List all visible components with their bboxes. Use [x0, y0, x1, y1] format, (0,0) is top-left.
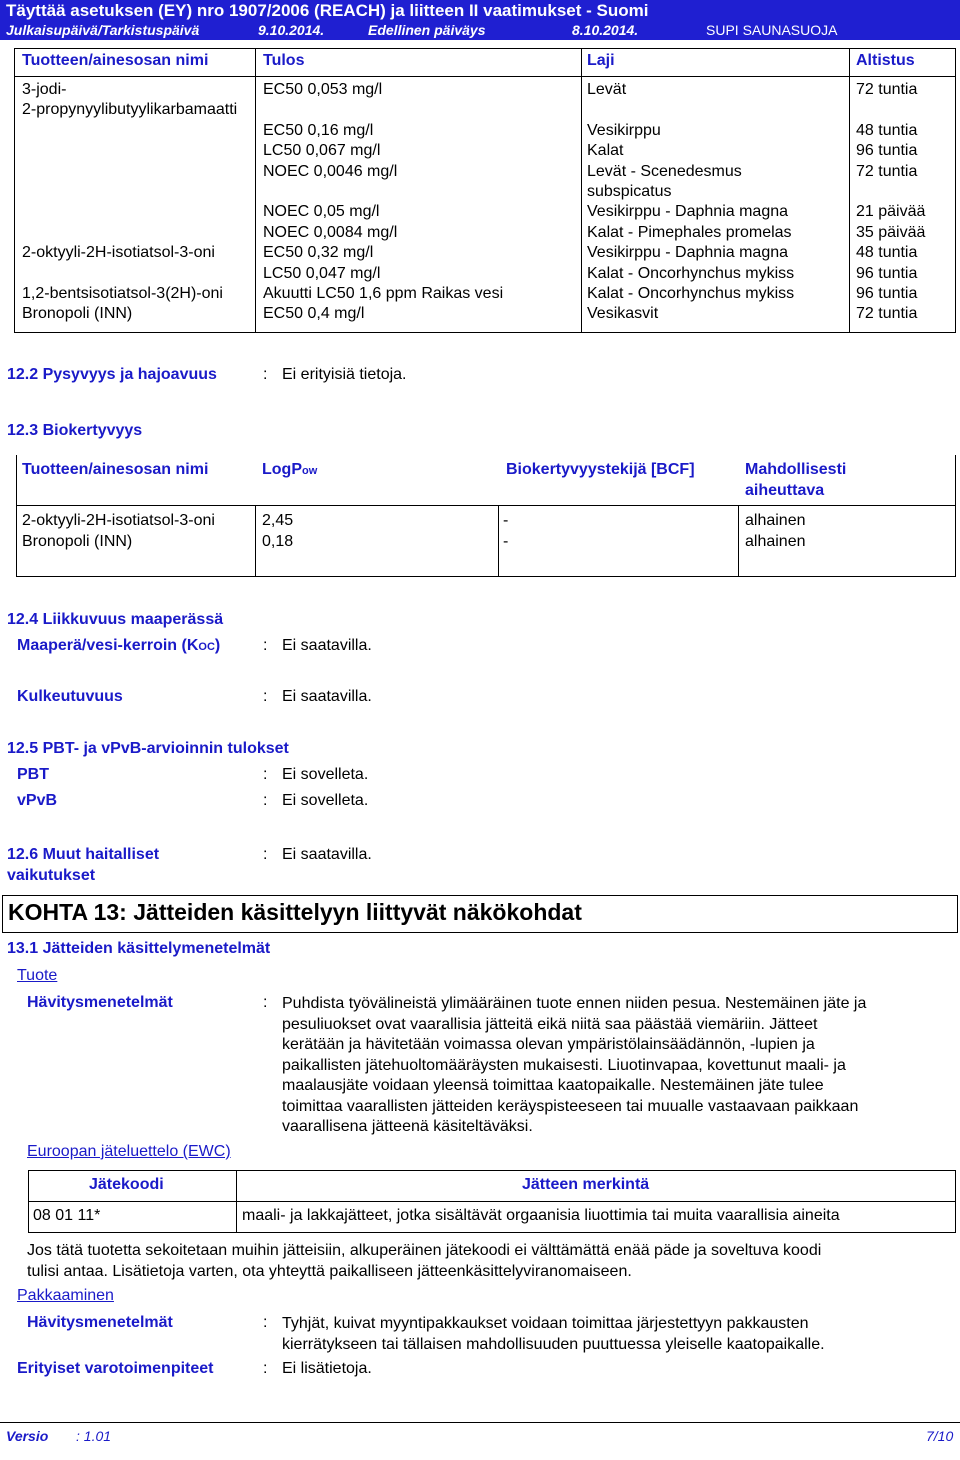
bio-row-potential: alhainen [745, 533, 806, 550]
ewc-code: 08 01 11* [33, 1207, 101, 1224]
regulation-title: Täyttää asetuksen (EY) nro 1907/2006 (REACH) ja liitteen II vaatimukset - Suomi [6, 1, 649, 20]
tox-cell-species: Kalat - Oncorhynchus mykiss [587, 264, 795, 282]
disposal-label: Hävitysmenetelmät [27, 994, 173, 1011]
previous-date-label: Edellinen päiväys [368, 22, 486, 38]
page-number: 7/10 [926, 1428, 954, 1444]
table-divider [236, 1170, 237, 1232]
tox-cell-exposure: 48 tuntia [856, 121, 918, 139]
packaging-heading: Pakkaaminen [17, 1287, 114, 1304]
tox-cell-species: subspicatus [587, 183, 672, 200]
tox-cell-result: LC50 0,067 mg/l [263, 142, 381, 160]
table-divider [498, 505, 499, 577]
disposal-text [282, 994, 954, 1138]
tox-cell-result: EC50 0,053 mg/l [263, 81, 383, 98]
tox-cell-exposure: 72 tuntia [856, 81, 918, 98]
persistence-label: 12.2 Pysyvyys ja hajoavuus [7, 366, 217, 383]
bio-row-potential: alhainen [745, 512, 806, 529]
tox-cell-result: NOEC 0,05 mg/l [263, 203, 380, 221]
precautions-value: Ei lisätietoja. [282, 1360, 372, 1377]
table-divider [581, 48, 582, 332]
version-label: Versio [6, 1428, 49, 1444]
vpvb-value: Ei sovelleta. [282, 792, 369, 809]
table-divider [255, 48, 256, 332]
table-divider [255, 505, 256, 577]
bio-header-logp: LogPow [262, 461, 318, 478]
ewc-label: maali- ja lakkajätteet, jotka sisältävät orgaanisia liuottimia tai muita vaarallisia aineita [242, 1207, 840, 1224]
tox-cell-exposure: 96 tuntia [856, 142, 918, 160]
column-header-name: Tuotteen/ainesosan nimi [22, 52, 209, 69]
tox-cell-result: EC50 0,32 mg/l [263, 244, 374, 262]
mobility-heading: 12.4 Liikkuvuus maaperässä [7, 611, 224, 628]
tox-cell-name: 2-propynyylibutyylikarbamaatti [22, 101, 238, 119]
table-divider [28, 1201, 956, 1202]
tox-cell-result: EC50 0,4 mg/l [263, 305, 365, 323]
colon: : [263, 766, 268, 783]
tox-cell-species: Vesikirppu - Daphnia magna [587, 244, 789, 262]
packaging-disposal-text [282, 1314, 954, 1355]
tox-cell-species: Vesikirppu - Daphnia magna [587, 203, 789, 221]
column-header-exposure: Altistus [856, 52, 915, 69]
tox-cell-result: NOEC 0,0084 mg/l [263, 223, 398, 241]
bio-row-bcf: - [503, 512, 509, 529]
mobility-label: Kulkeutuvuus [17, 688, 123, 705]
tox-cell-species: Levät [587, 81, 627, 98]
ewc-header-code: Jätekoodi [89, 1176, 164, 1193]
packaging-disposal-label: Hävitysmenetelmät [27, 1314, 173, 1331]
tox-cell-species: Kalat - Pimephales promelas [587, 223, 792, 241]
bio-header-name: Tuotteen/ainesosan nimi [22, 461, 209, 478]
previous-date: 8.10.2014. [572, 22, 639, 38]
waste-methods-heading: 13.1 Jätteiden käsittelymenetelmät [7, 940, 271, 957]
tox-cell-species: Levät - Scenedesmus [587, 162, 742, 180]
table-divider [849, 48, 850, 332]
text-line: paikallisten jätehuoltomääräysten mukaisesti. Liuotinvapaa, kovettunut maali- ja [282, 1056, 846, 1074]
tox-cell-exposure: 96 tuntia [856, 264, 918, 282]
text-line: kierrätykseen tai tällaisen mahdollisuuden puuttuessa yleiselle kaatopaikalle. [282, 1335, 825, 1353]
colon: : [263, 688, 268, 705]
text-line: maalausjäte voidaan yleensä toimittaa kaatopaikalle. Nestemäinen jäte tulee [282, 1077, 824, 1094]
section-13-title: KOHTA 13: Jätteiden käsittelyyn liittyvät näkökohdat [8, 899, 582, 925]
tox-cell-species: Kalat [587, 142, 624, 160]
text-line: Tyhjät, kuivat myyntipakkaukset voidaan toimittaa järjestettyyn pakkausten [282, 1315, 809, 1332]
text-line: vaarallisena jätteenä käsiteltäväksi. [282, 1118, 533, 1135]
bio-row-name: Bronopoli (INN) [22, 533, 133, 550]
column-header-species: Laji [587, 52, 615, 69]
tox-cell-species: Kalat - Oncorhynchus mykiss [587, 285, 795, 302]
tox-cell-exposure: 35 päivää [856, 223, 926, 241]
pbt-label: PBT [17, 766, 49, 783]
text-line: Jos tätä tuotetta sekoitetaan muihin jätteisiin, alkuperäinen jätekoodi ei välttämättä enää päde ja soveltuva koodi [27, 1242, 822, 1259]
text-line: pesuliuokset ovat vaarallisia jätteitä eikä niitä saa päästää viemäriin. Jätteet [282, 1015, 818, 1033]
table-divider [738, 505, 739, 577]
issue-date: 9.10.2014. [258, 22, 325, 38]
tox-cell-name: 3-jodi- [22, 81, 67, 98]
bio-header-potential-2: aiheuttava [745, 482, 825, 499]
dates-label: Julkaisupäivä/Tarkistuspäivä [6, 22, 200, 38]
ewc-heading: Euroopan jäteluettelo (EWC) [27, 1143, 231, 1160]
bio-header-bcf: Biokertyvyystekijä [BCF] [506, 461, 695, 478]
document-header [0, 0, 960, 40]
tox-cell-exposure: 96 tuntia [856, 285, 918, 302]
product-name: SUPI SAUNASUOJA [706, 22, 838, 38]
pbt-heading: 12.5 PBT- ja vPvB-arvioinnin tulokset [7, 740, 289, 757]
bio-row-logp: 2,45 [262, 512, 294, 529]
tox-cell-result: Akuutti LC50 1,6 ppm Raikas vesi [263, 285, 504, 302]
persistence-value: Ei erityisiä tietoja. [282, 366, 407, 383]
other-effects-value: Ei saatavilla. [282, 846, 372, 863]
colon: : [263, 792, 268, 809]
version-value: : 1.01 [76, 1428, 112, 1444]
colon: : [263, 994, 268, 1011]
tox-cell-species: Vesikirppu [587, 121, 661, 139]
precautions-label: Erityiset varotoimenpiteet [17, 1360, 214, 1377]
ewc-note [27, 1241, 955, 1282]
column-header-result: Tulos [263, 52, 305, 69]
tox-cell-name: Bronopoli (INN) [22, 305, 133, 323]
koc-label: Maaperä/vesi-kerroin (KOC) [17, 637, 221, 654]
colon: : [263, 846, 268, 863]
text-line: Puhdista työvälineistä ylimääräinen tuote ennen niiden pesua. Nestemäinen jäte ja [282, 995, 867, 1012]
table-divider [14, 76, 956, 77]
tox-cell-species: Vesikasvit [587, 305, 659, 323]
vpvb-label: vPvB [17, 792, 58, 809]
colon: : [263, 637, 268, 654]
other-effects-label-1: 12.6 Muut haitalliset [7, 846, 160, 863]
footer-rule [0, 1422, 960, 1423]
bio-row-name: 2-oktyyli-2H-isotiatsol-3-oni [22, 512, 215, 529]
tox-cell-result: EC50 0,16 mg/l [263, 121, 374, 139]
tox-cell-name: 1,2-bentsisotiatsol-3(2H)-oni [22, 285, 223, 302]
pbt-value: Ei sovelleta. [282, 766, 369, 783]
bio-header-potential-1: Mahdollisesti [745, 461, 847, 478]
tox-cell-result: LC50 0,047 mg/l [263, 264, 381, 282]
text-line: toimittaa vaarallisten jätteiden keräyspisteeseen tai muualle vastaavaan paikkaan [282, 1097, 859, 1115]
bio-row-logp: 0,18 [262, 533, 294, 550]
tox-cell-result: NOEC 0,0046 mg/l [263, 162, 398, 180]
tox-cell-name: 2-oktyyli-2H-isotiatsol-3-oni [22, 244, 215, 262]
product-heading: Tuote [17, 967, 58, 984]
bio-row-bcf: - [503, 533, 509, 550]
text-line: kerätään ja hävitetään voimassa olevan ympäristölainsäädännön, -lupien ja [282, 1036, 815, 1053]
text-line: tulisi antaa. Lisätietoja varten, ota yhteyttä paikalliseen jätteenkäsittelyviranomaiseen. [27, 1262, 632, 1280]
tox-cell-exposure: 21 päivää [856, 203, 926, 221]
other-effects-label-2: vaikutukset [7, 867, 96, 884]
mobility-value: Ei saatavilla. [282, 688, 372, 705]
koc-value: Ei saatavilla. [282, 637, 372, 654]
colon: : [263, 366, 268, 383]
ewc-header-label: Jätteen merkintä [522, 1176, 650, 1193]
tox-cell-exposure: 48 tuntia [856, 244, 918, 262]
tox-cell-exposure: 72 tuntia [856, 162, 918, 180]
tox-cell-exposure: 72 tuntia [856, 305, 918, 323]
bioaccumulation-heading: 12.3 Biokertyvyys [7, 422, 143, 439]
table-divider [16, 505, 956, 506]
colon: : [263, 1360, 268, 1377]
colon: : [263, 1314, 268, 1331]
